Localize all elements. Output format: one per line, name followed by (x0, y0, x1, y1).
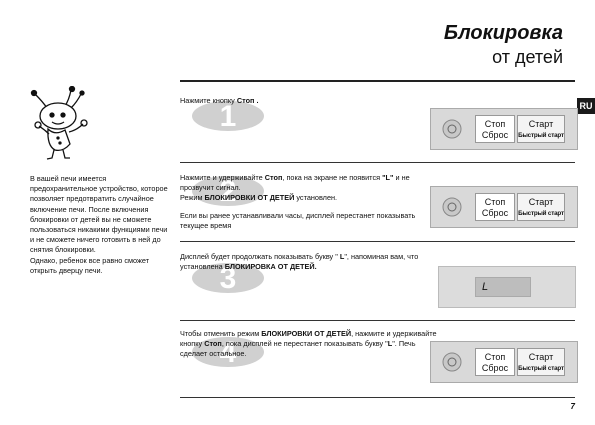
stop-reset-button[interactable]: Стоп Сброс (475, 115, 515, 143)
svg-text:1: 1 (219, 100, 237, 132)
dial-icon (441, 350, 463, 374)
lcd-readout: L (475, 277, 531, 297)
control-panel-step-1 (430, 108, 578, 150)
step-3-text: Дисплей будет продолжать показывать букву " L", напоминая вам, что установлена БЛОКИРОВКА ОТ ДЕТЕЙ. (180, 252, 419, 272)
divider (180, 241, 575, 242)
dial-icon (441, 117, 463, 141)
svg-text:3: 3 (219, 262, 237, 294)
step-2-text: Нажмите и удерживайте Стоп, пока на экране не появится "L" и не прозвучит сигнал. Режим БЛОКИРОВКИ ОТ ДЕТЕЙ установлен. Если вы ранее устанавливали часы, дисплей перестанет показывать текущее время (180, 173, 416, 230)
header-rule (180, 80, 575, 82)
stop-reset-button[interactable]: Стоп Сброс (475, 193, 515, 221)
intro-text (30, 174, 170, 276)
divider (180, 320, 575, 321)
dial-icon (441, 195, 463, 219)
intro-paragraph-1: В вашей печи имеется предохранительное устройство, которое позволяет предотвратить случайное включение печи. После включения блокировки от детей вы не сможете пользоваться никакими функциями печи и не сможете ничего готовить в ней до снятия блокировки. (30, 174, 168, 255)
svg-text:4: 4 (219, 336, 237, 368)
page-title: Блокировка (443, 22, 563, 44)
stop-reset-button[interactable]: Стоп Сброс (475, 348, 515, 376)
step-4-text: Чтобы отменить режим БЛОКИРОВКИ ОТ ДЕТЕЙ, нажмите и удерживайте кнопку Стоп, пока дисплей не перестанет показывать букву "L". Печь сделает остальное. (180, 329, 437, 359)
start-quick-start-button[interactable]: Старт Быстрый старт (517, 115, 565, 143)
page-number: 7 (570, 402, 575, 411)
start-quick-start-button[interactable]: Старт Быстрый старт (517, 193, 565, 221)
child-mascot-illustration (25, 86, 105, 166)
language-tab: RU (577, 98, 595, 114)
svg-text:2: 2 (219, 175, 237, 207)
step-1-text: Нажмите кнопку Стоп . (180, 96, 259, 105)
start-quick-start-button[interactable]: Старт Быстрый старт (517, 348, 565, 376)
page-subtitle: от детей (492, 47, 563, 67)
divider (180, 162, 575, 163)
control-panel-step-2 (430, 186, 578, 228)
intro-paragraph-2: Однако, ребенок все равно сможет открыть дверцу печи. (30, 255, 150, 275)
control-panel-step-4 (430, 341, 578, 383)
oven-display-panel (438, 266, 576, 308)
divider (180, 397, 575, 398)
